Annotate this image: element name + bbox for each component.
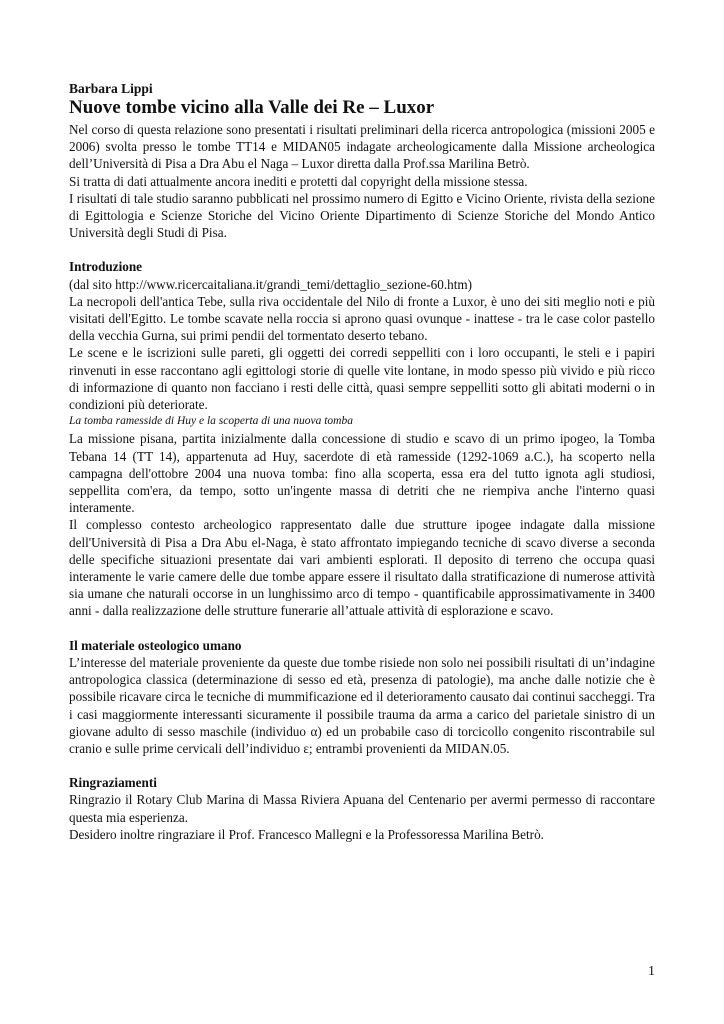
document-title: Nuove tombe vicino alla Valle dei Re – Luxor: [69, 97, 435, 118]
document-body: [69, 80, 655, 843]
section-heading-ringraziamenti: Ringraziamenti: [69, 775, 157, 791]
section-subtitle: La tomba ramesside di Huy e la scoperta di una nuova tomba: [69, 415, 353, 428]
body-paragraph: Le scene e le iscrizioni sulle pareti, gli oggetti dei corredi seppelliti con i loro occupanti, le steli e i papiri rinvenuti in esse raccontano agli egittologi storie di quelle vite lontane, in modo spesso più vivido e più ricco di informazione di quanto non facciano i resti delle città, quasi sempre seppelliti sotto gli abitati moderni o in condizioni più deteriorate.: [69, 345, 655, 413]
page-number: 1: [648, 964, 655, 979]
body-paragraph: Ringrazio il Rotary Club Marina di Massa Riviera Apuana del Centenario per avermi permesso di raccontare questa mia esperienza.: [69, 792, 655, 825]
body-paragraph: La necropoli dell'antica Tebe, sulla riva occidentale del Nilo di fronte a Luxor, è uno dei siti meglio noti e più visitati dell'Egitto. Le tombe scavate nella roccia si aprono quasi ovunque - inattese - tra le case color pastello della vecchia Gurna, sui primi pendii del tormentato deserto tebano.: [69, 293, 655, 344]
body-paragraph: Il complesso contesto archeologico rappresentato dalle due strutture ipogee indagate dalla missione dell'Università di Pisa a Dra Abu el-Naga, è stato affrontato impiegando tecniche di scavo diverse a seconda delle specifiche situazioni presentate dai vari ambienti esplorati. Il deposito di terreno che occupa quasi interamente le varie camere delle due tombe appare essere il risultato dalla stratificazione di numerose attività sia umane che naturali occorse in un lunghissimo arco di tempo - quantificabile approssimativamente in 3400 anni - dalla realizzazione delle strutture funerarie all’attuale attività di esplorazione e scavo.: [69, 517, 655, 619]
section-heading-materiale: Il materiale osteologico umano: [69, 637, 242, 653]
body-paragraph: L’interesse del materiale proveniente da queste due tombe risiede non solo nei possibili risultati di un’indagine antropologica classica (determinazione di sesso ed età, presenza di patologie), ma anche dalle notizie che è possibile ricavare circa le tecniche di mummificazione ed il deterioramento causato dai continui saccheggi. Tra i casi maggiormente interessanti sicuramente il possibile trauma da arma a carico del parietale sinistro di un giovane adulto di sesso maschile (individuo α) ed un probabile caso di torcicollo congenito riscontrabile sul cranio e sulle prime cervicali dell’individuo ε; entrambi provenienti da MIDAN.05.: [69, 654, 655, 756]
intro-paragraph: I risultati di tale studio saranno pubblicati nel prossimo numero di Egitto e Vicino Oriente, rivista della sezione di Egittologia e Scienze Storiche del Vicino Oriente Dipartimento di Scienze Storiche del Mondo Antico Università degli Studi di Pisa.: [69, 190, 655, 241]
intro-paragraph: Si tratta di dati attualmente ancora inediti e protetti dal copyright della missione stessa.: [69, 173, 528, 189]
body-paragraph: La missione pisana, partita inizialmente dalla concessione di studio e scavo di un primo ipogeo, la Tomba Tebana 14 (TT 14), appartenuta ad Huy, sacerdote di età ramesside (1292-1069 a.C.), ha scoperto nella campagna dell'ottobre 2004 una nuova tomba: fino alla scoperta, essa era del tutto ignota agli studiosi, seppellita com'era, da tempo, sotto un'ingente massa di detriti che ne riempiva anche l'interno quasi interamente.: [69, 431, 655, 516]
section-heading-introduzione: Introduzione: [69, 259, 143, 275]
source-note: (dal sito http://www.ricercaitaliana.it/grandi_temi/dettaglio_sezione-60.htm): [69, 276, 473, 292]
author-name: Barbara Lippi: [69, 81, 153, 96]
body-paragraph: Desidero inoltre ringraziare il Prof. Francesco Mallegni e la Professoressa Marilina Betrò.: [69, 826, 544, 842]
intro-paragraph: Nel corso di questa relazione sono presentati i risultati preliminari della ricerca antropologica (missioni 2005 e 2006) svolta presso le tombe TT14 e MIDAN05 indagate archeologicamente dalla Missione archeologica dell’Università di Pisa a Dra Abu el Naga – Luxor diretta dalla Prof.ssa Marilina Betrò.: [69, 122, 655, 172]
